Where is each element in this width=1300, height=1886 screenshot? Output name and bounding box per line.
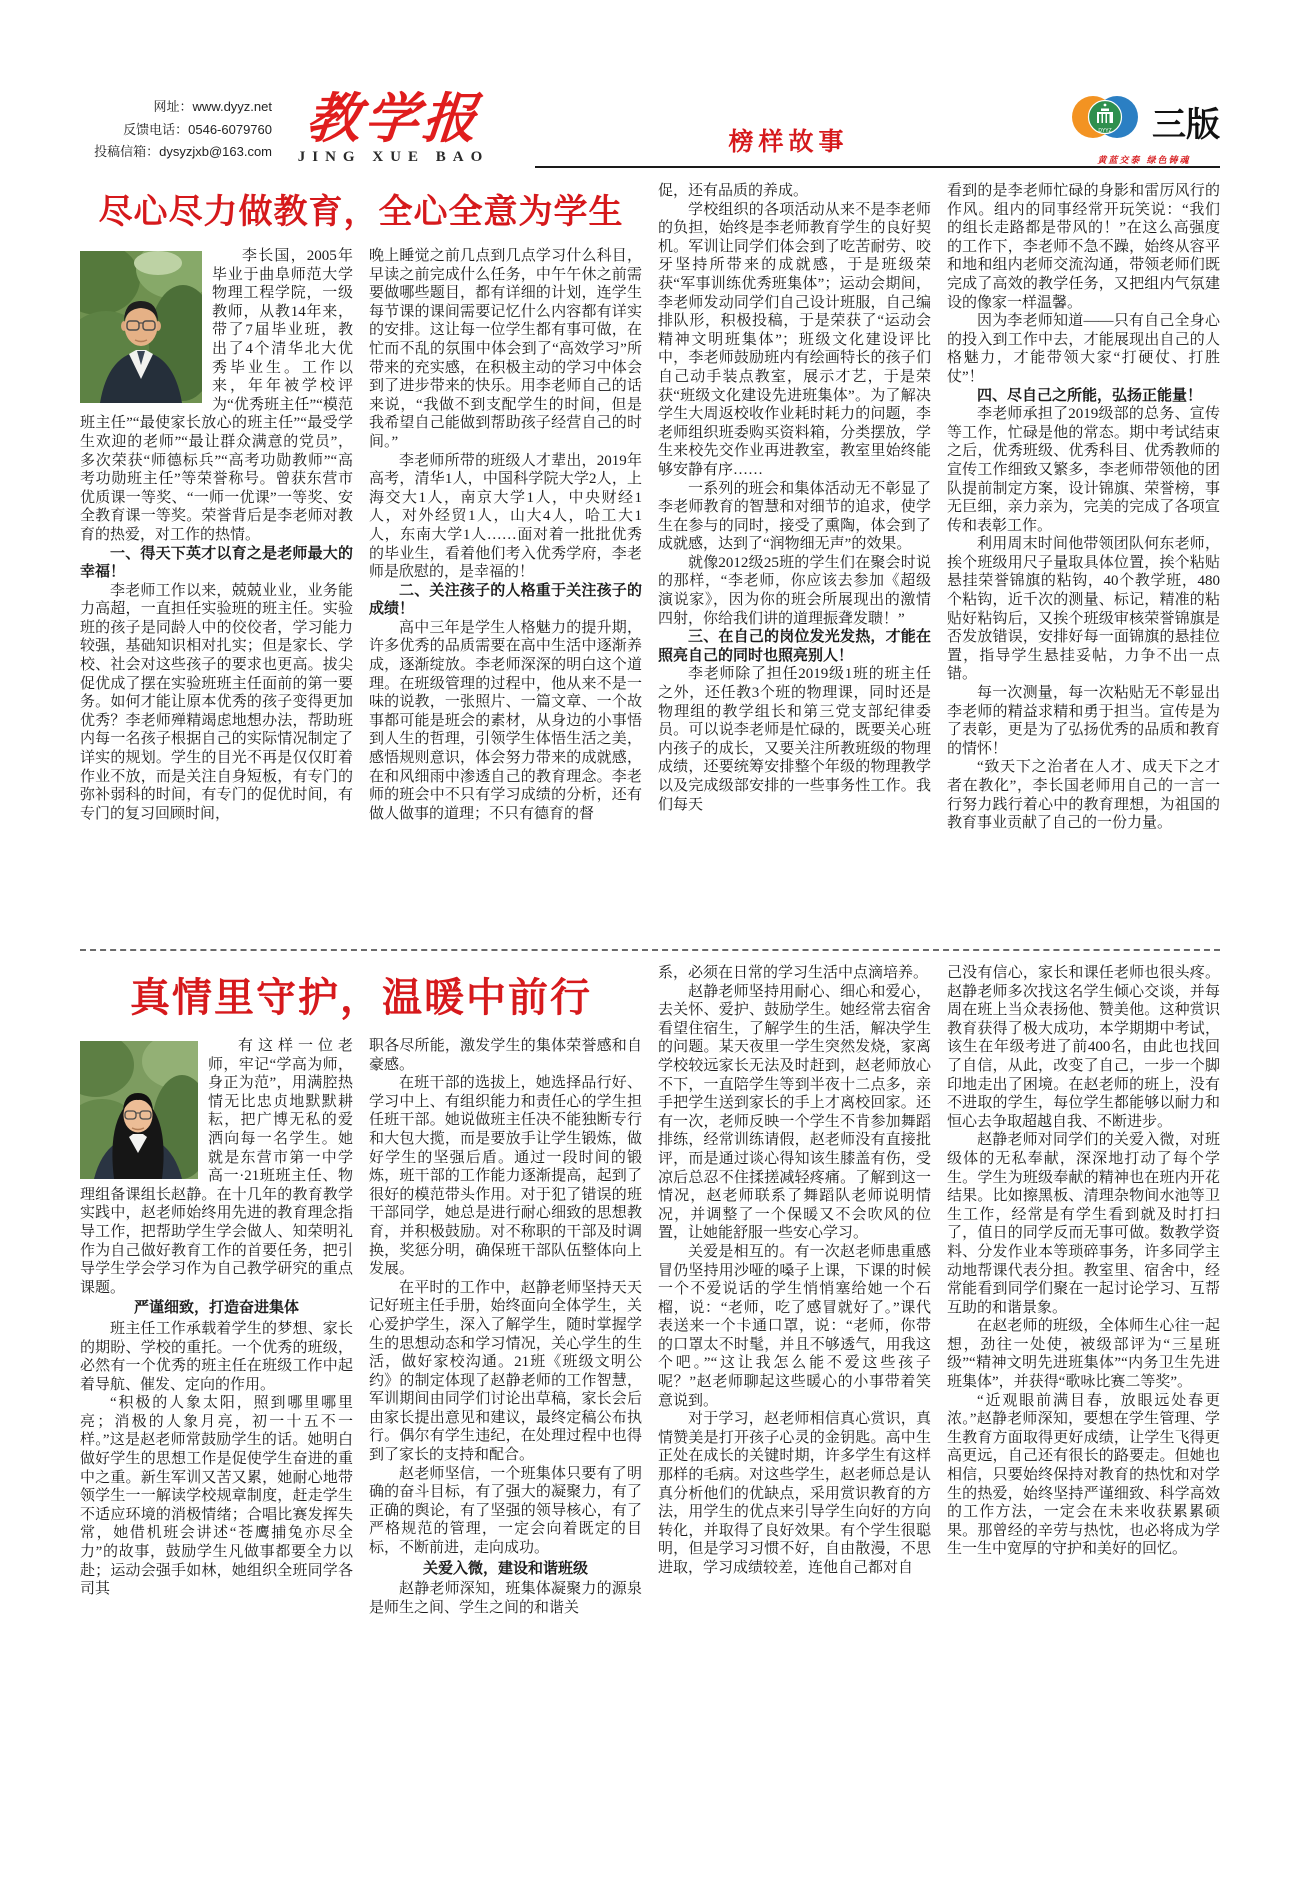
body-paragraph: “致天下之治者在人才、成天下之才者在教化”，李长国老师用自己的一言一行努力践行着心中的教育理想，为祖国的教育事业贡献了自己的一份力量。 bbox=[947, 759, 1220, 832]
header-rule bbox=[535, 166, 1220, 168]
body-paragraph: 系，必须在日常的学习生活中点滴培养。 bbox=[658, 965, 929, 981]
school-logo-icon bbox=[1068, 92, 1142, 151]
body-paragraph: 学校组织的各项活动从来不是李老师的负担，始终是李老师教育学生的良好契机。军训让同学们体会到了吃苦耐劳、咬牙坚持所带来的成就感，于是班级荣获“军事训练优秀班集体”；运动会期间，李老师发动同学们自己设计班服，自己编排队形，积极投稿，于是荣获了“运动会精神文明班集体”；班级文化建设评比中，李老师鼓励班内有绘画特长的孩子们自己动手装点教室，展示才艺，于是荣获“班级文化建设先进班集体”。为了解决学生大周返校收作业耗时耗力的问题，李老师组织班委购买资料箱，分类摆放，学生来校先交作业再进教室，教室里始终能够安静有序…… bbox=[658, 201, 931, 478]
body-paragraph: 在平时的工作中，赵静老师坚持天天记好班主任手册，始终面向全体学生，关心爱护学生，深入了解学生，随时掌握学生的思想动态和学习情况，关心学生的生活，做好家校沟通。21班《班级文明公约》的制定体现了赵静老师的工作智慧，军训期间由同学们讨论出草稿，家长会后由家长提出意见和建议，最终定稿公布执行。偶尔有学生违纪，在处理过程中也得到了家长的支持和配合。 bbox=[369, 1279, 642, 1464]
body-paragraph: 班主任工作承载着学生的梦想、家长的期盼、学校的重托。一个优秀的班级，必然有一个优秀的班主任在班级工作中起着导航、催发、定向的作用。 bbox=[80, 1320, 353, 1393]
body-paragraph: 每一次测量，每一次粘贴无不彰显出李老师的精益求精和勇于担当。宣传是为了表彰，更是为了弘扬优秀的品质和教育的情怀！ bbox=[947, 685, 1220, 757]
section-heading: 严谨细致，打造奋进集体 bbox=[133, 1299, 299, 1317]
masthead-pinyin: JING XUE BAO bbox=[297, 149, 490, 165]
article-columns-right bbox=[658, 964, 1220, 1862]
article-column bbox=[80, 247, 353, 934]
section-title: 榜样故事 bbox=[728, 128, 849, 156]
page-header bbox=[80, 70, 1220, 168]
contact-value: dysyzjxb@163.com bbox=[159, 144, 272, 160]
body-paragraph: “近观眼前满目春，放眼远处春更浓。”赵静老师深知，要想在学生管理、学生教育方面取得更好成绩，让学生飞得更高更远，自己还有很长的路要走。但她也相信，只要始终保持对教育的热忱和对学生的热爱，始终坚持严谨细致、科学高效的工作方法，一定会在未来收获累累硕果。那曾经的辛劳与热忱，也必将成为学生一生中宽厚的守护和美好的回忆。 bbox=[947, 1392, 1220, 1558]
article-li-changguo bbox=[80, 182, 1220, 934]
contact-label: 网址： bbox=[153, 98, 193, 114]
contact-label: 反馈电话： bbox=[123, 121, 189, 137]
article-column bbox=[658, 964, 931, 1862]
article-column bbox=[947, 964, 1220, 1862]
section-heading: 一、得天下英才以育之是老师最大的幸福！ bbox=[80, 544, 353, 581]
contact-value: 0546-6079760 bbox=[188, 121, 272, 137]
body-paragraph: 赵静老师深知，班集体凝聚力的源泉是师生之间、学生之间的和谐关 bbox=[369, 1581, 642, 1616]
body-paragraph: 有这样一位老师，牢记“学高为师，身正为范”，用满腔热情无比忠贞地默默耕耘，把广博无私的爱洒向每一名学生。她就是东营市第一中学高一·21班班主任、物理组备课组长赵静。在十几年的教育教学实践中，赵老师始终用先进的教育理念指导工作，把帮助学生学会做人、知荣明礼作为自己做好教育工作的首要任务，把引导学生学会学习作为自己教学研究的重点课题。 bbox=[80, 1038, 353, 1296]
contact-value: www.dyyz.net bbox=[192, 98, 272, 114]
section-heading: 二、关注孩子的人格重于关注孩子的成绩！ bbox=[369, 581, 642, 618]
body-paragraph: 赵老师坚信，一个班集体只要有了明确的奋斗目标，有了强大的凝聚力，有了正确的舆论，有了坚强的领导核心，有了严格规范的管理，一定会向着既定的目标，不断前进，走向成功。 bbox=[369, 1465, 642, 1557]
contact-email bbox=[80, 141, 272, 164]
contact-website bbox=[80, 96, 272, 119]
body-paragraph: 一系列的班会和集体活动无不彰显了李老师教育的智慧和对细节的追求，使学生在参与的同时，接受了熏陶，体会到了成就感，达到了“润物细无声”的效果。 bbox=[658, 480, 931, 553]
masthead-title: 教学报 bbox=[303, 86, 484, 150]
article-column bbox=[658, 182, 931, 934]
svg-text:DYYZ: DYYZ bbox=[1098, 128, 1112, 134]
article-columns-left bbox=[80, 247, 642, 934]
page-number-label: 三版 bbox=[1152, 107, 1220, 144]
article-divider bbox=[80, 949, 1220, 951]
body-paragraph: 促，还有品质的养成。 bbox=[658, 183, 809, 199]
masthead bbox=[272, 86, 509, 168]
body-paragraph: 看到的是李老师忙碌的身影和雷厉风行的作风。组内的同事经常开玩笑说：“我们的组长走路都是带风的！”在这么高强度的工作下，李老师不急不躁，始终从容平和地和组内老师交流沟通，带领老师们既完成了高效的教学任务，又把组内气氛建设的像家一样温馨。 bbox=[947, 183, 1220, 311]
article-title: 真情里守护，温暖中前行 bbox=[130, 975, 592, 1020]
body-paragraph: 李老师所带的班级人才辈出，2019年高考，清华1人，中国科学院大学2人，上海交大1人，南京大学1人，中央财经1人，对外经贸1人，山大4人，哈工大1人，东南大学1人……面对着一批批优秀的毕业生，看着他们考入优秀学府，李老师是欣慰的，是幸福的！ bbox=[369, 452, 642, 581]
body-paragraph: 关爱是相互的。有一次赵老师患重感冒仍坚持用沙哑的嗓子上课，下课的时候一个不爱说话的学生悄悄塞给她一个石榴，说：“老师，吃了感冒就好了。”课代表送来一个卡通口罩，说：“老师，你带的口罩太不时髦，并且不够透气，用我这个吧。”“这让我怎么能不爱这些孩子呢？”赵老师聊起这些暖心的小事带着笑意说到。 bbox=[658, 1243, 931, 1409]
body-paragraph: 利用周末时间他带领团队何东老师，挨个班级用尺子量取具体位置，挨个粘贴悬挂荣誉锦旗的粘钩，40个教学班，480个粘钩，近千次的测量、标记，精准的粘贴好粘钩后，又挨个班级审核荣誉锦旗是否发放错误，安排好每一面锦旗的悬挂位置，指导学生悬挂妥帖，力争不出一点错。 bbox=[947, 536, 1220, 683]
body-paragraph: “积极的人象太阳，照到哪里哪里亮；消极的人象月亮，初一十五不一样。”这是赵老师常鼓励学生的话。她明白做好学生的思想工作是促使学生奋进的重中之重。新生军训又苦又累，她耐心地带领学生一一解读学校规章制度，赶走学生不适应环境的消极情绪；合唱比赛发挥失常，她借机班会讲述“苍鹰捕兔亦尽全力”的故事，鼓励学生凡做事都要全力以赴；运动会强手如林，她组织全班同学各司其 bbox=[80, 1395, 353, 1598]
body-paragraph: 李老师工作以来，兢兢业业，业务能力高超，一直担任实验班的班主任。实验班的孩子是同龄人中的佼佼者，学习能力较强，基础知识相对扎实；但是家长、学校、社会对这些孩子的要求也更高。拔尖促优成了摆在实验班班主任面前的第一要务。如何才能让原本优秀的孩子变得更加优秀？李老师殚精竭虑地想办法，帮助班内每一名孩子根据自己的实际情况制定了详实的规划。学生的目光不再是仅仅盯着作业不放，而是关注自身短板，有专门的弥补弱科的时间，有专门的促优时间，有专门的复习回顾时间， bbox=[80, 582, 353, 822]
article-column bbox=[369, 247, 642, 934]
section-heading: 四、尽自己之所能，弘扬正能量！ bbox=[977, 386, 1203, 404]
body-paragraph: 在班干部的选拔上，她选择品行好、学习中上、有组织能力和责任心的学生担任班干部。她说做班主任决不能独断专行和大包大揽，而是要放手让学生锻炼，做好学生的坚强后盾。通过一段时间的锻炼，班干部的工作能力逐渐提高，起到了很好的模范带头作用。对于犯了错误的班干部同学，她总是进行耐心细致的思想教育，并积极鼓励。对不称职的干部及时调换，奖惩分明，确保班干部队伍整体向上发展。 bbox=[369, 1075, 642, 1278]
logo-motto: 黄蓝交泰 绿色铸魂 bbox=[1097, 156, 1191, 166]
body-paragraph: 赵静老师对同学们的关爱入微，对班级体的无私奉献，深深地打动了每个学生。学生为班级奉献的精神也在班内开花结果。比如擦黑板、清理杂物间水池等卫生工作，经常是有学生看到就及时打扫了，值日的同学反而无事可做。数教学资料、分发作业本等琐碎事务，许多同学主动地帮课代表分担。教室里、宿舍中，经常能看到同学们聚在一起讨论学习、互帮互助的和谐景象。 bbox=[947, 1132, 1220, 1316]
teacher-photo bbox=[80, 251, 202, 403]
body-paragraph: 就像2012级25班的学生们在聚会时说的那样，“李老师，你应该去参加《超级演说家》，因为你的班会所展现出的激情四射，你给我们讲的道理振聋发聩！” bbox=[658, 554, 931, 627]
body-paragraph: 高中三年是学生人格魅力的提升期，许多优秀的品质需要在高中生活中逐渐养成，逐渐绽放。李老师深深的明白这个道理。在班级管理的过程中，他从来不是一味的说教，一张照片、一篇文章、一个故事都可能是班会的素材，从身边的小事悟到人生的哲理，引领学生体悟生活之美，感悟规则意识，体会努力带来的成就感，在和风细雨中渗透自己的教育理念。李老师的班会中不只有学习成绩的分析，还有做人做事的道理；不只有德育的督 bbox=[369, 619, 642, 822]
article-column bbox=[80, 1037, 353, 1862]
body-paragraph: 李长国，2005年毕业于曲阜师范大学物理工程学院，一级教师，从教14年来，带了7届毕业班，教出了4个清华北大优秀毕业生。工作以来，年年被学校评为“优秀班主任”“模范班主任”“最使家长放心的班主任”“最受学生欢迎的老师”“最让群众满意的党员”，多次荣获“师德标兵”“高考功勋教师”“高考功勋班主任”等荣誉称号。曾获东营市优质课一等奖、“一师一优课”一等奖、安全教育课一等奖。荣誉背后是李老师对教育的热爱，对工作的热情。 bbox=[80, 248, 353, 543]
logo-block bbox=[1068, 92, 1220, 168]
article-column bbox=[947, 182, 1220, 934]
section-heading: 关爱入微，建设和谐班级 bbox=[422, 1559, 588, 1577]
body-paragraph: 在赵老师的班级，全体师生心往一起想，劲往一处使，被级部评为“三星班级”“精神文明先进班集体”“内务卫生先进班集体”，并获得“歌咏比赛二等奖”。 bbox=[947, 1318, 1220, 1391]
article-columns-left bbox=[80, 1037, 642, 1862]
contact-label: 投稿信箱： bbox=[94, 144, 160, 160]
body-paragraph: 己没有信心，家长和课任老师也很头疼。赵静老师多次找这名学生倾心交谈，并每周在班上当众表扬他、赞美他。这种赏识教育获得了极大成功，本学期期中考试，该生在年级考进了前400名，由此也找回了自信，从此，改变了自己，一步一个脚印地走出了困境。在赵老师的班上，没有不进取的学生，每位学生都能够以耐力和恒心去争取超越自我、不断进步。 bbox=[947, 965, 1220, 1130]
body-paragraph: 李老师承担了2019级部的总务、宣传等工作，忙碌是他的常态。期中考试结束之后，优秀班级、优秀科目、优秀教师的宣传工作细致又繁多，李老师带领他的团队提前制定方案，设计锦旗、荣誉榜，事无巨细，亲力亲为，完美的完成了各项宣传和表彰工作。 bbox=[947, 406, 1220, 534]
article-zhao-jing bbox=[80, 964, 1220, 1862]
article-title: 尽心尽力做教育，全心全意为学生 bbox=[98, 194, 624, 231]
body-paragraph: 对于学习，赵老师相信真心赏识，真情赞美是打开孩子心灵的金钥匙。高中生正处在成长的关键时期，许多学生有这样那样的毛病。对这些学生，赵老师总是认真分析他们的优缺点，采用赏识教育的方法，用学生的优点来引导学生向好的方向转化，并取得了良好效果。有个学生很聪明，但是学习习惯不好，自由散漫，不思进取，学习成绩较差，连他自己都对自 bbox=[658, 1411, 931, 1576]
body-paragraph: 赵静老师坚持用耐心、细心和爱心，去关怀、爱护、鼓励学生。她经常去宿舍看望住宿生，了解学生的生活，解决学生的问题。某天夜里一学生突然发烧，家离学校较远家长无法及时赶到，赵老师放心不下，一直陪学生等到半夜十二点多，亲手把学生送到家长的手上才离校回家。还有一次，老师反映一个学生不肯参加舞蹈排练，经常训练请假，赵老师没有直接批评，而是通过谈心得知该生膝盖有伤，受凉后总忍不住揉搓减轻疼痛。了解到这一情况，赵老师联系了舞蹈队老师说明情况，并调整了一个保暖又不会吹风的位置，让她能舒服一些安心学习。 bbox=[658, 983, 931, 1242]
contact-info bbox=[80, 96, 272, 168]
body-paragraph: 李老师除了担任2019级1班的班主任之外，还任教3个班的物理课，同时还是物理组的教学组长和第三党支部纪律委员。可以说李老师是忙碌的，既要关心班内孩子的成长，又要关注所教班级的物理成绩，还要统筹安排整个年级的物理教学以及完成级部安排的一些事务性工作。我们每天 bbox=[658, 666, 931, 813]
contact-phone bbox=[80, 119, 272, 142]
body-paragraph: 因为李老师知道——只有自己全身心的投入到工作中去，才能展现出自己的人格魅力，才能带领大家“打硬仗、打胜仗”！ bbox=[947, 313, 1220, 385]
teacher-photo bbox=[80, 1041, 198, 1179]
article-columns-right bbox=[658, 182, 1220, 934]
body-paragraph: 职各尽所能，激发学生的集体荣誉感和自豪感。 bbox=[369, 1038, 642, 1073]
article-column bbox=[369, 1037, 642, 1862]
body-paragraph: 晚上睡觉之前几点到几点学习什么科目，早读之前完成什么任务，中午午休之前需要做哪些题目，都有详细的计划，连学生每节课的课间需要记忆什么内容都有详实的安排。这让每一位学生都有事可做，在忙而不乱的氛围中体会到了“高效学习”所带来的充实感，在积极主动的学习中体会到了进步带来的快乐。用李老师自己的话来说，“我做不到支配学生的时间，但是我希望自己能做到帮助孩子经营自己的时间。” bbox=[369, 248, 642, 450]
section-heading: 三、在自己的岗位发光发热，才能在照亮自己的同时也照亮别人！ bbox=[658, 628, 931, 664]
